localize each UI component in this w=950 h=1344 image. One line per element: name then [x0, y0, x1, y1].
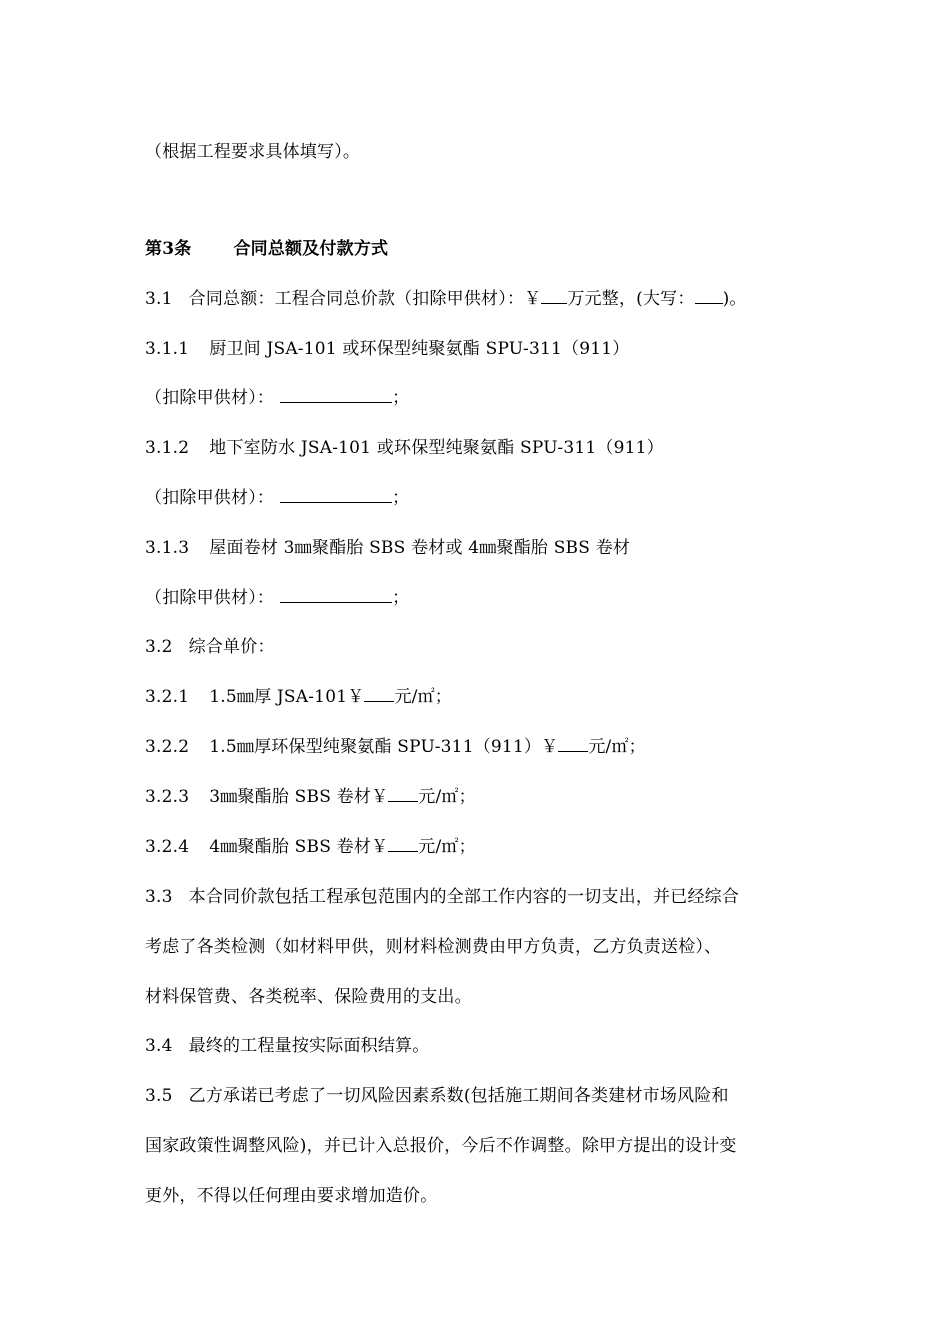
clause-text: 合同总额：工程合同总价款（扣除甲供材）：￥ [188, 289, 542, 309]
clause-number: 3.2 [145, 637, 173, 657]
article-title: 合同总额及付款方式 [233, 239, 389, 259]
clause-number: 3.5 [145, 1086, 173, 1106]
unit-price-blank[interactable] [364, 686, 394, 702]
note-end: ； [392, 388, 410, 408]
clause-text: 乙方承诺已考虑了一切风险因素系数(包括施工期间各类建材市场风险和 [188, 1086, 729, 1106]
clause-number: 3.2.2 [145, 737, 190, 757]
clause-3-5-line-2: 国家政策性调整风险)，并已计入总报价，今后不作调整。除甲方提出的设计变 [145, 1136, 737, 1156]
note-end: ； [392, 488, 410, 508]
clause-text: 厨卫间 JSA-101 或环保型纯聚氨酯 SPU-311（911） [209, 339, 630, 359]
unit-price-blank[interactable] [388, 786, 418, 802]
clause-number: 3.4 [145, 1036, 173, 1056]
clause-3-5-line-3: 更外，不得以任何理由要求增加造价。 [145, 1186, 438, 1206]
intro-text: （根据工程要求具体填写）。 [145, 142, 361, 162]
clause-3-1-3 [145, 536, 630, 560]
clause-3-1-2-note [145, 486, 409, 510]
price-blank[interactable] [280, 387, 392, 403]
clause-text: 1.5㎜厚 JSA-101￥ [209, 687, 365, 707]
clause-3-3-line-1 [145, 885, 739, 909]
note-text: （扣除甲供材）： [145, 588, 275, 608]
clause-3-1-1-note [145, 386, 409, 410]
clause-text: 屋面卷材 3㎜聚酯胎 SBS 卷材或 4㎜聚酯胎 SBS 卷材 [209, 538, 631, 558]
clause-number: 3.2.4 [145, 837, 190, 857]
clause-text-end: )。 [722, 289, 747, 309]
clause-unit: 元/㎡； [588, 737, 646, 757]
article-number: 第3条 [145, 239, 192, 259]
clause-text: 最终的工程量按实际面积结算。 [188, 1036, 430, 1056]
clause-unit: 元/㎡； [394, 687, 452, 707]
unit-price-blank[interactable] [558, 736, 588, 752]
amount-blank[interactable] [541, 288, 567, 304]
note-text: （扣除甲供材）： [145, 488, 275, 508]
clause-3-4 [145, 1034, 429, 1058]
clause-text: 3㎜聚酯胎 SBS 卷材￥ [209, 787, 389, 807]
note-text: （扣除甲供材）： [145, 388, 275, 408]
clause-3-2-1 [145, 685, 452, 709]
note-end: ； [392, 588, 410, 608]
clause-number: 3.1.2 [145, 438, 190, 458]
clause-text: 地下室防水 JSA-101 或环保型纯聚氨酯 SPU-311（911） [209, 438, 664, 458]
price-blank[interactable] [280, 487, 392, 503]
clause-3-1-3-note [145, 586, 409, 610]
clause-unit: 元/㎡； [418, 787, 476, 807]
clause-3-1 [145, 287, 747, 311]
clause-text: 1.5㎜厚环保型纯聚氨酯 SPU-311（911）￥ [209, 737, 559, 757]
clause-number: 3.2.1 [145, 687, 190, 707]
clause-3-3-line-3: 材料保管费、各类税率、保险费用的支出。 [145, 987, 472, 1007]
clause-text: 综合单价： [188, 637, 275, 657]
unit-price-blank[interactable] [388, 836, 418, 852]
clause-3-3-line-2: 考虑了各类检测（如材料甲供，则材料检测费由甲方负责，乙方负责送检）、 [145, 937, 722, 957]
clause-3-5-line-1 [145, 1084, 729, 1108]
amount-words-blank[interactable] [695, 288, 723, 304]
clause-number: 3.1.1 [145, 339, 190, 359]
clause-number: 3.1 [145, 289, 173, 309]
clause-number: 3.3 [145, 887, 173, 907]
clause-unit: 元/㎡； [418, 837, 476, 857]
clause-text: 4㎜聚酯胎 SBS 卷材￥ [209, 837, 389, 857]
clause-3-2-4 [145, 835, 476, 859]
clause-text-mid: 万元整，(大写： [567, 289, 695, 309]
clause-3-2 [145, 635, 275, 659]
clause-3-2-2 [145, 735, 646, 759]
clause-number: 3.2.3 [145, 787, 190, 807]
clause-3-1-2 [145, 436, 664, 460]
clause-number: 3.1.3 [145, 538, 190, 558]
article-heading [145, 237, 388, 261]
clause-text: 本合同价款包括工程承包范围内的全部工作内容的一切支出，并已经综合 [188, 887, 740, 907]
price-blank[interactable] [280, 587, 392, 603]
clause-3-2-3 [145, 785, 476, 809]
clause-3-1-1 [145, 337, 629, 361]
